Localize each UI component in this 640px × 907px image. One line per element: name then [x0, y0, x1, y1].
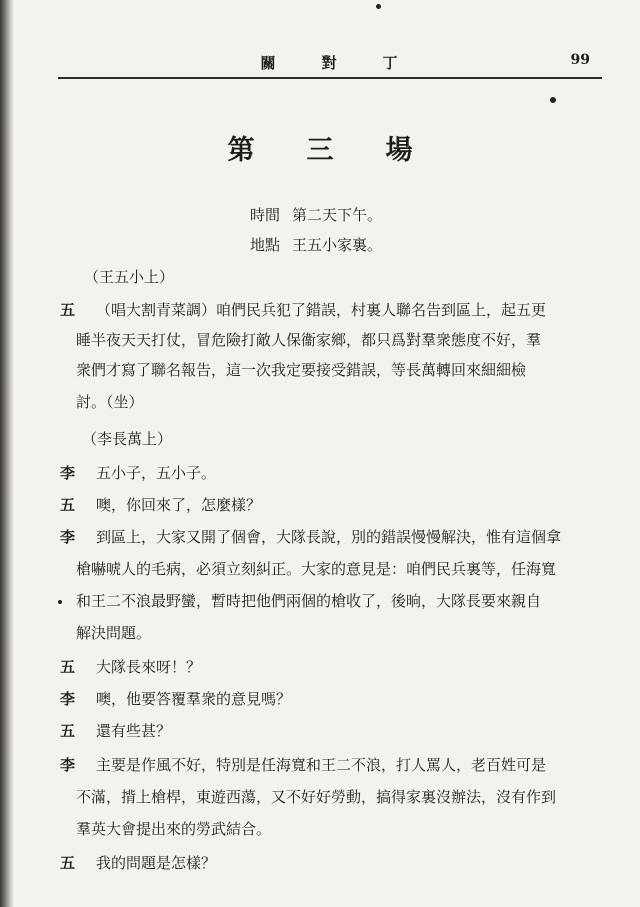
dialogue-line — [0, 526, 640, 550]
time-line — [250, 204, 382, 225]
dialogue-text: 大隊長來呀！？ — [96, 658, 202, 676]
speaker-label: 五 — [60, 854, 76, 872]
dialogue-text: （唱大割青菜調）咱們民兵犯了錯誤，村裏人聯名告到區上，起五更 — [96, 301, 547, 319]
dialogue-text: 槍嚇唬人的毛病，必須立刻糾正。大家的意見是：咱們民兵裏等，任海寬 — [76, 560, 557, 578]
dialogue-line — [0, 786, 640, 810]
time-value: 第二天下午。 — [292, 206, 383, 224]
dialogue-line — [0, 462, 640, 486]
ink-speck — [376, 4, 381, 9]
running-header — [58, 44, 600, 74]
stage-direction-enter-wang: （王五小上） — [84, 268, 175, 286]
place-value: 王五小家裏。 — [292, 236, 383, 254]
dialogue-line — [0, 494, 640, 518]
speaker-label: 五 — [60, 301, 76, 319]
stage-direction-enter-li: （李長萬上） — [82, 430, 173, 448]
dialogue-text: 噢，你回來了，怎麼樣？ — [96, 496, 262, 514]
dialogue-line — [0, 754, 640, 778]
place-line — [250, 234, 382, 255]
dialogue-line — [0, 299, 640, 323]
dialogue-text: 五小子，五小子。 — [96, 464, 217, 482]
dialogue-line — [0, 590, 640, 614]
running-header-title: 關對丁 — [260, 54, 444, 72]
dialogue-line — [0, 656, 640, 680]
dialogue-line — [0, 391, 640, 415]
speaker-label: 五 — [60, 722, 76, 740]
dialogue-text: 不滿，揹上槍桿，東遊西蕩，又不好好勞動，搞得家裏沒辦法，沒有作到 — [76, 788, 557, 806]
dialogue-text: 羣英大會提出來的勞武結合。 — [76, 820, 272, 838]
page-number: 99 — [570, 52, 590, 68]
dialogue-text: 討。（坐） — [76, 393, 144, 411]
dialogue-text: 還有些甚？ — [96, 722, 172, 740]
time-label: 時間 — [250, 206, 281, 224]
dialogue-text: 和王二不浪最野蠻，暫時把他們兩個的槍收了，後晌，大隊長要來親自 — [76, 592, 542, 610]
place-label: 地點 — [250, 236, 281, 254]
speaker-label: 李 — [60, 528, 76, 546]
dialogue-line — [0, 852, 640, 876]
speaker-label: 五 — [60, 658, 76, 676]
dialogue-line — [0, 720, 640, 744]
dialogue-line — [0, 688, 640, 712]
dialogue-line — [0, 622, 640, 646]
dialogue-line — [0, 359, 640, 383]
dialogue-text: 我的問題是怎樣？ — [96, 854, 217, 872]
ink-speck — [550, 97, 556, 103]
dialogue-text: 衆們才寫了聯名報告，這一次我定要接受錯誤，等長萬轉回來細細檢 — [76, 361, 527, 379]
dialogue-text: 解決問題。 — [76, 624, 152, 642]
dialogue-text: 到區上，大家又開了個會，大隊長說，別的錯誤慢慢解決，惟有這個拿 — [96, 528, 562, 546]
dialogue-text: 主要是作風不好，特別是任海寬和王二不浪，打人罵人，老百姓可是 — [96, 756, 547, 774]
dialogue-text: 噢，他要答覆羣衆的意見嗎？ — [96, 690, 292, 708]
dialogue-line — [0, 558, 640, 582]
dialogue-line — [0, 818, 640, 842]
header-rule — [58, 77, 602, 79]
speaker-label: 李 — [60, 690, 76, 708]
dialogue-line — [0, 329, 640, 353]
speaker-label: 李 — [60, 464, 76, 482]
speaker-label: 五 — [60, 496, 76, 514]
speaker-label: 李 — [60, 756, 76, 774]
dialogue-text: 睡半夜天天打仗，冒危險打敵人保衞家鄉，都只爲對羣衆態度不好，羣 — [76, 331, 542, 349]
scene-title: 第三場 — [227, 135, 465, 166]
